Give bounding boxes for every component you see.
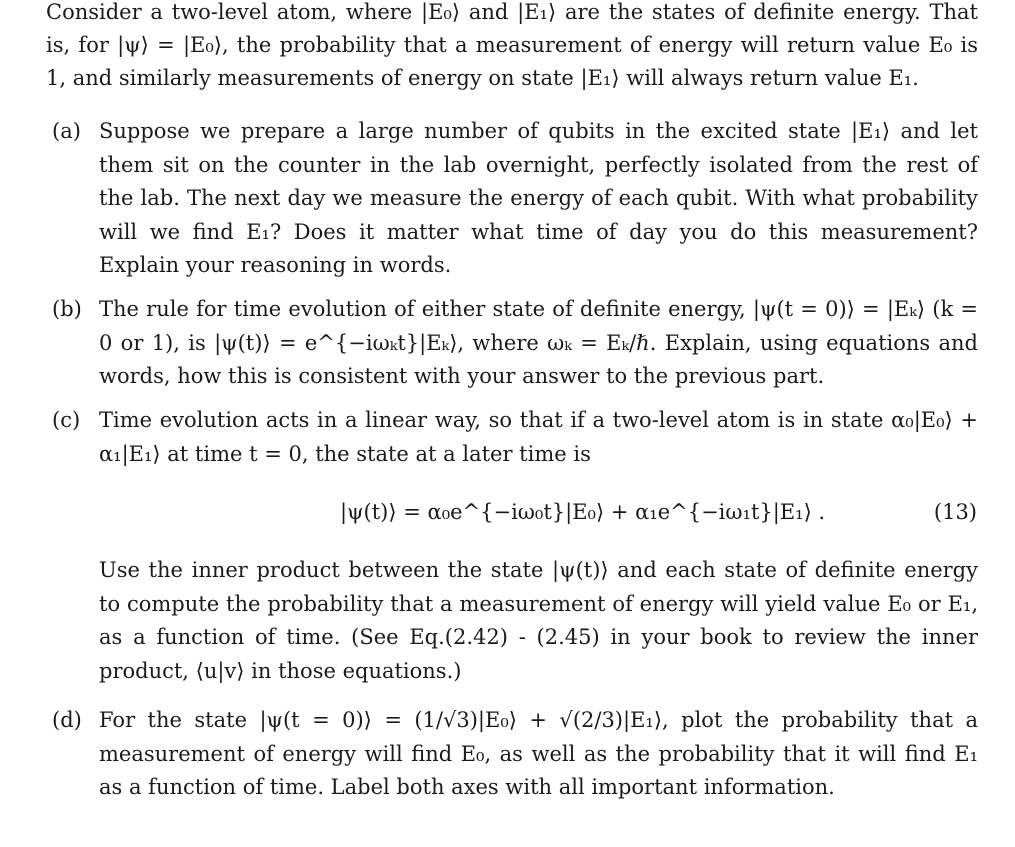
problem-intro: Consider a two-level atom, where |E₀⟩ and |E₁⟩ are the states of definite energy. That is, for |ψ⟩ = |E₀⟩, the probability that a measurement of energy will return value E₀ is 1, and similarly measurements of energy on state |E₁⟩ will always return value E₁. bbox=[46, 0, 978, 90]
part-d-text: For the state |ψ(t = 0)⟩ = (1/√3)|E₀⟩ + √(2/3)|E₁⟩, plot the probability that a measurement of energy will find E₀, as well as the probability that it will find E₁ as a function of time. Label both axes with all important information. bbox=[99, 708, 978, 799]
part-a-text: Suppose we prepare a large number of qubits in the excited state |E₁⟩ and let them sit on the counter in the lab overnight, perfectly isolated from the rest of the lab. The next day we measure the energy of each qubit. With what probability will we find E₁? Does it matter what time of day you do this measurement? Explain your reasoning in words. bbox=[99, 119, 978, 277]
part-a-label: (a) bbox=[52, 119, 81, 143]
part-c-label: (c) bbox=[52, 408, 81, 432]
part-a bbox=[52, 115, 978, 283]
equation-13: |ψ(t)⟩ = α₀e^{−iω₀t}|E₀⟩ + α₁e^{−iω₁t}|E₁⟩ . bbox=[340, 500, 826, 524]
part-c-text: Time evolution acts in a linear way, so that if a two-level atom is in state α₀|E₀⟩ + α₁|E₁⟩ at time t = 0, the state at a later time is bbox=[99, 408, 978, 466]
part-b-text: The rule for time evolution of either state of definite energy, |ψ(t = 0)⟩ = |Eₖ⟩ (k = 0 or 1), is |ψ(t)⟩ = e^{−iωₖt}|Eₖ⟩, where ωₖ = Eₖ/ℏ. Explain, using equations and words, how this is consistent with your answer to the previous part. bbox=[99, 297, 978, 388]
part-b bbox=[52, 293, 978, 394]
part-c-text-continued: Use the inner product between the state |ψ(t)⟩ and each state of definite energy to compute the probability that a measurement of energy will yield value E₀ or E₁, as a function of time. (See Eq.(2.42) - (2.45) in your book to review the inner product, ⟨u|v⟩ in those equations.) bbox=[99, 558, 978, 683]
part-d bbox=[52, 704, 978, 805]
part-b-label: (b) bbox=[52, 297, 82, 321]
part-c bbox=[52, 404, 978, 471]
equation-number: (13) bbox=[933, 500, 977, 524]
part-d-label: (d) bbox=[52, 708, 82, 732]
